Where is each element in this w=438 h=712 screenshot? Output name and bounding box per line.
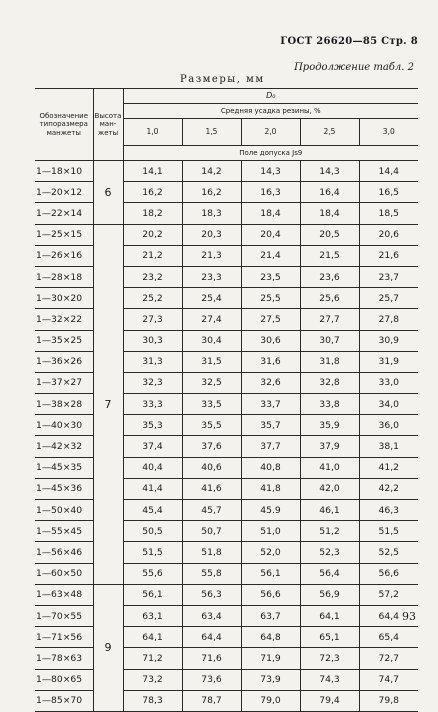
d0-value: 21,3 <box>182 245 241 266</box>
d0-value: 41,4 <box>123 478 182 499</box>
d0-value: 25,6 <box>300 288 359 309</box>
d0-value: 27,4 <box>182 309 241 330</box>
d0-value: 46,3 <box>359 500 418 521</box>
table-row <box>35 563 418 584</box>
column-header-designation: Обозначение типоразмера манжеты <box>35 89 93 161</box>
d0-value: 64,1 <box>123 627 182 648</box>
d0-value: 64,4 <box>182 627 241 648</box>
d0-value: 25,7 <box>359 288 418 309</box>
table-row <box>35 584 418 605</box>
seal-height: 7 <box>93 224 123 584</box>
d0-value: 31,8 <box>300 351 359 372</box>
d0-value: 33,3 <box>123 394 182 415</box>
seal-designation: 1—37×27 <box>35 372 93 393</box>
d0-value: 32,3 <box>123 372 182 393</box>
d0-value: 56,9 <box>300 584 359 605</box>
d0-value: 40,8 <box>241 457 300 478</box>
table-row <box>35 309 418 330</box>
d0-value: 16,2 <box>123 182 182 203</box>
sizes-caption: Размеры, мм <box>180 74 265 85</box>
seal-designation: 1—28×18 <box>35 266 93 287</box>
seal-designation: 1—80×65 <box>35 669 93 690</box>
d0-value: 63,1 <box>123 605 182 626</box>
d0-value: 55,8 <box>182 563 241 584</box>
table-row <box>35 203 418 224</box>
seal-designation: 1—45×35 <box>35 457 93 478</box>
d0-value: 52,5 <box>359 542 418 563</box>
d0-value: 20,3 <box>182 224 241 245</box>
d0-value: 71,6 <box>182 648 241 669</box>
d0-value: 20,6 <box>359 224 418 245</box>
d0-value: 56,3 <box>182 584 241 605</box>
d0-value: 56,1 <box>241 563 300 584</box>
d0-value: 37,6 <box>182 436 241 457</box>
d0-value: 65,1 <box>300 627 359 648</box>
table-row <box>35 500 418 521</box>
d0-value: 51,5 <box>123 542 182 563</box>
seal-designation: 1—20×12 <box>35 182 93 203</box>
d0-value: 50,5 <box>123 521 182 542</box>
d0-value: 27,7 <box>300 309 359 330</box>
seal-designation: 1—70×55 <box>35 605 93 626</box>
d0-value: 72,3 <box>300 648 359 669</box>
d0-value: 51,0 <box>241 521 300 542</box>
table-row <box>35 648 418 669</box>
d0-value: 14,3 <box>241 161 300 182</box>
table-row <box>35 521 418 542</box>
d0-value: 78,7 <box>182 690 241 711</box>
table-row <box>35 224 418 245</box>
shrinkage-value: 2,5 <box>300 119 359 146</box>
table-row <box>35 330 418 351</box>
seal-designation: 1—50×40 <box>35 500 93 521</box>
d0-value: 56,1 <box>123 584 182 605</box>
d0-value: 30,6 <box>241 330 300 351</box>
d0-value: 23,3 <box>182 266 241 287</box>
d0-value: 31,5 <box>182 351 241 372</box>
shrinkage-value: 3,0 <box>359 119 418 146</box>
d0-value: 30,9 <box>359 330 418 351</box>
d0-value: 16,2 <box>182 182 241 203</box>
d0-value: 21,5 <box>300 245 359 266</box>
d0-value: 73,2 <box>123 669 182 690</box>
d0-value: 32,6 <box>241 372 300 393</box>
d0-value: 27,5 <box>241 309 300 330</box>
table-row <box>35 372 418 393</box>
d0-value: 33,0 <box>359 372 418 393</box>
d0-value: 79,0 <box>241 690 300 711</box>
d0-value: 46,1 <box>300 500 359 521</box>
d0-value: 37,9 <box>300 436 359 457</box>
page-header: ГОСТ 26620—85 Стр. 8 <box>280 36 418 47</box>
seal-designation: 1—38×28 <box>35 394 93 415</box>
d0-value: 41,6 <box>182 478 241 499</box>
d0-value: 14,4 <box>359 161 418 182</box>
d0-value: 40,6 <box>182 457 241 478</box>
page-number: 93 <box>402 610 416 623</box>
d0-value: 56,6 <box>241 584 300 605</box>
d0-value: 72,7 <box>359 648 418 669</box>
seal-designation: 1—45×36 <box>35 478 93 499</box>
table-row <box>35 627 418 648</box>
d0-value: 35,3 <box>123 415 182 436</box>
d0-value: 33,5 <box>182 394 241 415</box>
d0-value: 21,6 <box>359 245 418 266</box>
table-row <box>35 478 418 499</box>
d0-value: 63,4 <box>182 605 241 626</box>
d0-value: 45,7 <box>182 500 241 521</box>
d0-value: 33,7 <box>241 394 300 415</box>
d0-value: 51,5 <box>359 521 418 542</box>
d0-value: 45,4 <box>123 500 182 521</box>
seal-designation: 1—78×63 <box>35 648 93 669</box>
table-row <box>35 457 418 478</box>
seal-designation: 1—71×56 <box>35 627 93 648</box>
d0-value: 32,5 <box>182 372 241 393</box>
shrinkage-value: 2,0 <box>241 119 300 146</box>
d0-value: 64,8 <box>241 627 300 648</box>
seal-designation: 1—85×70 <box>35 690 93 711</box>
table-row <box>35 288 418 309</box>
d0-value: 51,8 <box>182 542 241 563</box>
d0-value: 41,2 <box>359 457 418 478</box>
d0-value: 42,2 <box>359 478 418 499</box>
seal-designation: 1—60×50 <box>35 563 93 584</box>
d0-value: 18,4 <box>300 203 359 224</box>
d0-value: 79,4 <box>300 690 359 711</box>
table-continuation-title: Продолжение табл. 2 <box>294 62 414 73</box>
d0-value: 74,7 <box>359 669 418 690</box>
d0-value: 14,2 <box>182 161 241 182</box>
d0-value: 52,0 <box>241 542 300 563</box>
seal-designation: 1—30×20 <box>35 288 93 309</box>
d0-value: 23,5 <box>241 266 300 287</box>
d0-value: 20,5 <box>300 224 359 245</box>
table-row <box>35 415 418 436</box>
seal-designation: 1—18×10 <box>35 161 93 182</box>
d0-value: 41,8 <box>241 478 300 499</box>
d0-value: 21,2 <box>123 245 182 266</box>
d0-value: 71,9 <box>241 648 300 669</box>
d0-value: 32,8 <box>300 372 359 393</box>
d0-value: 73,6 <box>182 669 241 690</box>
d0-value: 31,6 <box>241 351 300 372</box>
d0-value: 56,6 <box>359 563 418 584</box>
seal-designation: 1—40×30 <box>35 415 93 436</box>
d0-value: 18,3 <box>182 203 241 224</box>
dimensions-table <box>35 88 418 712</box>
d0-value: 38,1 <box>359 436 418 457</box>
d0-value: 23,7 <box>359 266 418 287</box>
d0-value: 14,3 <box>300 161 359 182</box>
d0-value: 16,3 <box>241 182 300 203</box>
d0-value: 30,7 <box>300 330 359 351</box>
table-row <box>35 669 418 690</box>
seal-designation: 1—25×15 <box>35 224 93 245</box>
table-row <box>35 436 418 457</box>
d0-value: 74,3 <box>300 669 359 690</box>
d0-value: 14,1 <box>123 161 182 182</box>
column-header-shrinkage: Средняя усадка резины, % <box>123 104 418 119</box>
d0-value: 57,2 <box>359 584 418 605</box>
d0-value: 37,4 <box>123 436 182 457</box>
d0-value: 35,5 <box>182 415 241 436</box>
column-header-d0: D₀ <box>123 89 418 104</box>
table-row <box>35 161 418 182</box>
d0-value: 42,0 <box>300 478 359 499</box>
seal-designation: 1—32×22 <box>35 309 93 330</box>
d0-value: 23,6 <box>300 266 359 287</box>
shrinkage-value: 1,5 <box>182 119 241 146</box>
seal-designation: 1—36×26 <box>35 351 93 372</box>
seal-designation: 1—22×14 <box>35 203 93 224</box>
table-row <box>35 690 418 711</box>
d0-value: 35,7 <box>241 415 300 436</box>
d0-value: 34,0 <box>359 394 418 415</box>
d0-value: 64,1 <box>300 605 359 626</box>
d0-value: 21,4 <box>241 245 300 266</box>
table-row <box>35 394 418 415</box>
d0-value: 65,4 <box>359 627 418 648</box>
d0-value: 27,3 <box>123 309 182 330</box>
d0-value: 56,4 <box>300 563 359 584</box>
table-row <box>35 542 418 563</box>
d0-value: 41,0 <box>300 457 359 478</box>
d0-value: 50,7 <box>182 521 241 542</box>
d0-value: 16,5 <box>359 182 418 203</box>
d0-value: 30,4 <box>182 330 241 351</box>
d0-value: 37,7 <box>241 436 300 457</box>
seal-designation: 1—26×16 <box>35 245 93 266</box>
d0-value: 18,4 <box>241 203 300 224</box>
d0-value: 30,3 <box>123 330 182 351</box>
d0-value: 23,2 <box>123 266 182 287</box>
seal-height: 6 <box>93 161 123 225</box>
seal-designation: 1—42×32 <box>35 436 93 457</box>
seal-designation: 1—63×48 <box>35 584 93 605</box>
seal-height: 9 <box>93 584 123 711</box>
d0-value: 27,8 <box>359 309 418 330</box>
d0-value: 64,4 <box>359 605 418 626</box>
d0-value: 36,0 <box>359 415 418 436</box>
column-header-height: Высота ман-жеты <box>93 89 123 161</box>
table-row <box>35 605 418 626</box>
seal-designation: 1—56×46 <box>35 542 93 563</box>
shrinkage-value: 1,0 <box>123 119 182 146</box>
d0-value: 20,2 <box>123 224 182 245</box>
d0-value: 25,4 <box>182 288 241 309</box>
d0-value: 45.9 <box>241 500 300 521</box>
seal-designation: 1—55×45 <box>35 521 93 542</box>
table-row <box>35 351 418 372</box>
d0-value: 63,7 <box>241 605 300 626</box>
seal-designation: 1—35×25 <box>35 330 93 351</box>
d0-value: 31,3 <box>123 351 182 372</box>
tolerance-field-header: Поле допуска Js9 <box>123 146 418 161</box>
d0-value: 25,2 <box>123 288 182 309</box>
d0-value: 31,9 <box>359 351 418 372</box>
d0-value: 52,3 <box>300 542 359 563</box>
d0-value: 16,4 <box>300 182 359 203</box>
d0-value: 73,9 <box>241 669 300 690</box>
d0-value: 79,8 <box>359 690 418 711</box>
d0-value: 78,3 <box>123 690 182 711</box>
table-row <box>35 182 418 203</box>
d0-value: 33,8 <box>300 394 359 415</box>
table-row <box>35 266 418 287</box>
d0-value: 35,9 <box>300 415 359 436</box>
d0-value: 18,2 <box>123 203 182 224</box>
d0-value: 25,5 <box>241 288 300 309</box>
table-row <box>35 245 418 266</box>
d0-value: 40,4 <box>123 457 182 478</box>
d0-value: 51,2 <box>300 521 359 542</box>
d0-value: 71,2 <box>123 648 182 669</box>
d0-value: 18,5 <box>359 203 418 224</box>
d0-value: 55,6 <box>123 563 182 584</box>
d0-value: 20,4 <box>241 224 300 245</box>
